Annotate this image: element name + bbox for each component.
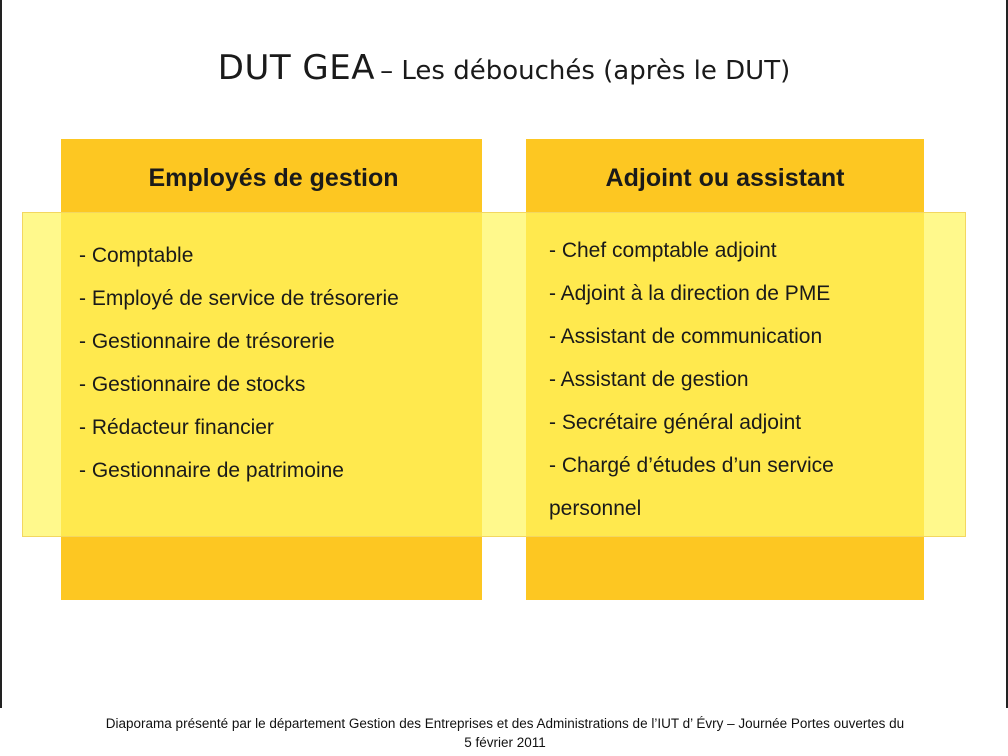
list-item: - Rédacteur financier	[79, 416, 274, 439]
list-item: - Assistant de communication	[549, 325, 823, 348]
list-item: - Chargé d’études d’un service	[549, 454, 834, 477]
list-item: - Gestionnaire de stocks	[79, 373, 306, 396]
slide-title-main: DUT GEA	[217, 48, 375, 88]
footer-line-2: 5 février 2011	[464, 735, 546, 750]
right-column-heading: Adjoint ou assistant	[605, 164, 845, 192]
slide-title	[0, 48, 1008, 88]
list-item: - Secrétaire général adjoint	[549, 411, 802, 434]
list-item: - Employé de service de trésorerie	[79, 287, 399, 310]
footer-line-1: Diaporama présenté par le département Gestion des Entreprises et des Administrations de l’IUT d’ Évry – Journée Portes ouvertes du	[105, 716, 905, 731]
list-item-continuation: personnel	[549, 497, 642, 520]
left-column-heading: Employés de gestion	[148, 164, 399, 192]
right-job-list	[549, 229, 834, 530]
left-job-list	[79, 234, 399, 492]
list-item: - Adjoint à la direction de PME	[549, 282, 831, 305]
slide-border-left	[0, 0, 2, 708]
slide-footer	[50, 714, 960, 752]
slide-title-sub: – Les débouchés (après le DUT)	[380, 56, 791, 86]
list-item: - Gestionnaire de trésorerie	[79, 330, 335, 353]
list-item: - Assistant de gestion	[549, 368, 749, 391]
list-item: - Comptable	[79, 244, 194, 267]
list-item: - Chef comptable adjoint	[549, 239, 777, 262]
list-item: - Gestionnaire de patrimoine	[79, 459, 344, 482]
